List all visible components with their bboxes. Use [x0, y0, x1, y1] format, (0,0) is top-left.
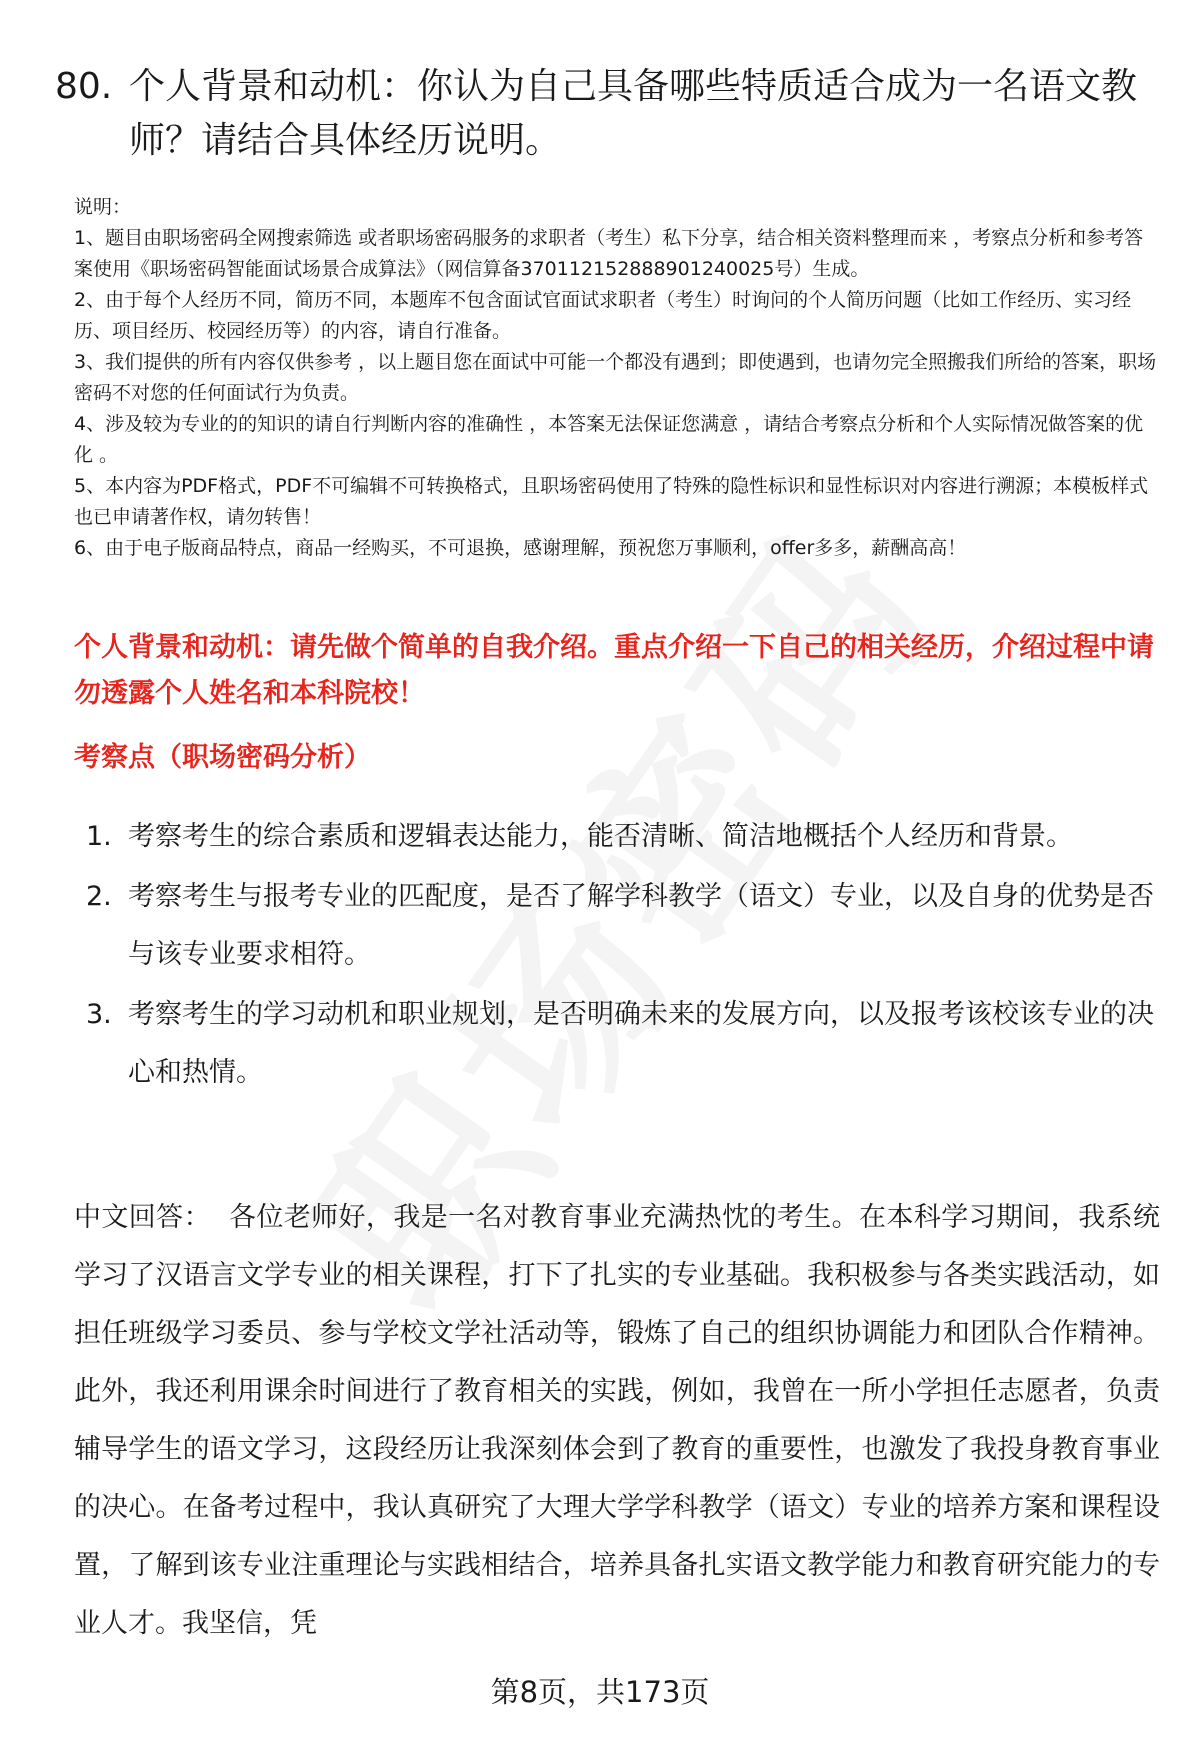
point-text: 考察考生的综合素质和逻辑表达能力，能否清晰、简洁地概括个人经历和背景。 — [128, 821, 1073, 852]
analysis-points — [86, 808, 1160, 1104]
note-item: 1、题目由职场密码全网搜索筛选 或者职场密码服务的求职者（考生）私下分享，结合相关资料整理而来 ，考察点分析和参考答案使用《职场密码智能面试场景合成算法》（网信算备370112152888901240025号）生成。 — [74, 227, 1144, 280]
analysis-point — [86, 808, 1160, 866]
analysis-heading: 考察点（职场密码分析） — [74, 742, 371, 773]
notes-heading: 说明： — [74, 196, 132, 218]
note-item: 2、由于每个人经历不同，简历不同，本题库不包含面试官面试求职者（考生）时询问的个人简历问题（比如工作经历、实习经历、项目经历、校园经历等）的内容，请自行准备。 — [74, 289, 1132, 342]
analysis-point — [86, 986, 1160, 1102]
question-text: 个人背景和动机：你认为自己具备哪些特质适合成为一名语文教师？请结合具体经历说明。 — [129, 66, 1138, 161]
question-title — [55, 60, 1145, 168]
point-text: 考察考生与报考专业的匹配度，是否了解学科教学（语文）专业，以及自身的优势是否与该专业要求相符。 — [128, 881, 1154, 970]
answer-text: 各位老师好，我是一名对教育事业充满热忱的考生。在本科学习期间，我系统学习了汉语言文学专业的相关课程，打下了扎实的专业基础。我积极参与各类实践活动，如担任班级学习委员、参与学校文学社活动等，锻炼了自己的组织协调能力和团队合作精神。此外，我还利用课余时间进行了教育相关的实践，例如，我曾在一所小学担任志愿者，负责辅导学生的语文学习，这段经历让我深刻体会到了教育的重要性，也激发了我投身教育事业的决心。在备考过程中，我认真研究了大理大学学科教学（语文）专业的培养方案和课程设置，了解到该专业注重理论与实践相结合，培养具备扎实语文教学能力和教育研究能力的专业人才。我坚信，凭 — [74, 1202, 1161, 1639]
point-number: 1. — [86, 821, 112, 852]
answer-section — [74, 1189, 1160, 1653]
point-number: 2. — [86, 881, 112, 912]
note-item: 3、我们提供的所有内容仅供参考 ，以上题目您在面试中可能一个都没有遇到；即使遇到，也请勿完全照搬我们所给的答案，职场密码不对您的任何面试行为负责。 — [74, 351, 1157, 404]
note-item: 4、涉及较为专业的的知识的请自行判断内容的准确性 ，本答案无法保证您满意 ，请结合考察点分析和个人实际情况做答案的优化 。 — [74, 413, 1144, 466]
question-number: 80. — [55, 66, 113, 107]
note-item: 5、本内容为PDF格式，PDF不可编辑不可转换格式，且职场密码使用了特殊的隐性标识和显性标识对内容进行溯源；本模板样式也已申请著作权，请勿转售！ — [74, 475, 1149, 528]
page-footer: 第8页，共173页 — [490, 1675, 710, 1709]
note-item: 6、由于电子版商品特点，商品一经购买，不可退换，感谢理解，预祝您万事顺利，offer多多，薪酬高高！ — [74, 537, 967, 559]
analysis-point — [86, 868, 1160, 984]
answer-label: 中文回答： — [74, 1202, 211, 1233]
point-text: 考察考生的学习动机和职业规划，是否明确未来的发展方向，以及报考该校该专业的决心和热情。 — [128, 999, 1154, 1088]
point-number: 3. — [86, 999, 112, 1030]
notes-section — [74, 192, 1160, 564]
interview-question: 个人背景和动机：请先做个简单的自我介绍。重点介绍一下自己的相关经历，介绍过程中请勿透露个人姓名和本科院校！ — [74, 632, 1154, 709]
